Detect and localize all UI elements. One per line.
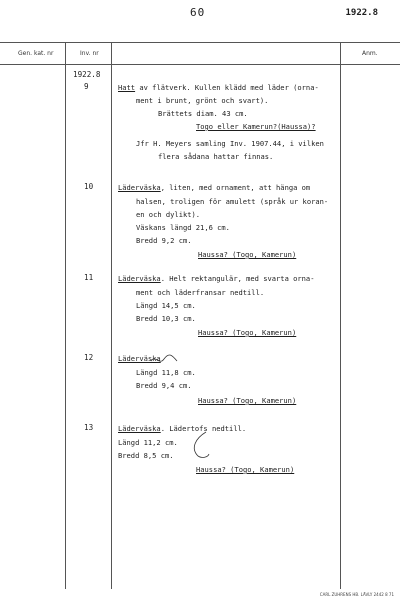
entry-line: Väskans längd 21,6 cm. [136,223,230,232]
column-header-inv-nr: Inv. nr [80,50,99,57]
entry-line: Läderväska, liten, med ornament, att hänga om [118,183,311,192]
entry-title: Läderväska [118,354,161,363]
column-divider-1 [65,42,66,589]
printer-footer: CARL ZUHRENS HB. LÄVLY 2442 8 71 [319,592,394,597]
inventory-number: 11 [84,273,94,282]
column-divider-2 [111,42,112,589]
column-header-anm: Anm. [362,50,378,57]
provenance-line: Togo eller Kamerun?(Haussa)? [196,122,316,131]
group-label: 1922.8 [73,70,101,79]
entry-line: halsen, troligen för amulett (språk ur koran- [136,197,329,206]
inventory-number: 13 [84,423,94,432]
entry-line: flera sådana hattar finnas. [158,152,274,161]
year-header: 1922.8 [345,8,378,18]
entry-line: Bredd 10,3 cm. [136,314,196,323]
entry-line: en och dylikt). [136,210,201,219]
entry-title: Läderväska [118,183,161,192]
entry-line: Bredd 8,5 cm. [118,451,174,460]
inventory-number: 9 [84,82,89,91]
column-header-gen-kat-nr: Gen. kat. nr [18,50,54,57]
entry-line: ment och läderfransar nedtill. [136,288,265,297]
entry-line: Läderväska. Lädertofs nedtill. [118,424,247,433]
entry-line: Hatt av flätverk. Kullen klädd med läder (orna- [118,83,319,92]
inventory-number: 10 [84,182,94,191]
entry-line: Längd 11,8 cm. [136,368,196,377]
pen-mark [150,352,178,366]
column-divider-3 [340,42,341,589]
entry-line: Längd 14,5 cm. [136,301,196,310]
entry-title: Läderväska [118,274,161,283]
inventory-number: 12 [84,353,94,362]
entry-title: Hatt [118,83,136,92]
provenance-line: Haussa? (Togo, Kamerun) [198,396,297,405]
pen-mark [188,430,210,460]
entry-line: Brättets diam. 43 cm. [158,109,248,118]
provenance-line: Haussa? (Togo, Kamerun) [198,328,297,337]
entry-line: Jfr H. Meyers samling Inv. 1907.44, i vilken [136,139,324,148]
entry-line: Bredd 9,2 cm. [136,236,192,245]
provenance-line: Haussa? (Togo, Kamerun) [196,465,295,474]
page-number: 60 [190,6,206,19]
entry-line: Bredd 9,4 cm. [136,381,192,390]
entry-line: Läderväska. Helt rektangulär, med svarta orna- [118,274,315,283]
entry-line: Längd 11,2 cm. [118,438,178,447]
entry-title: Läderväska [118,424,161,433]
provenance-line: Haussa? (Togo, Kamerun) [198,250,297,259]
entry-line: ment i brunt, grönt och svart). [136,96,269,105]
